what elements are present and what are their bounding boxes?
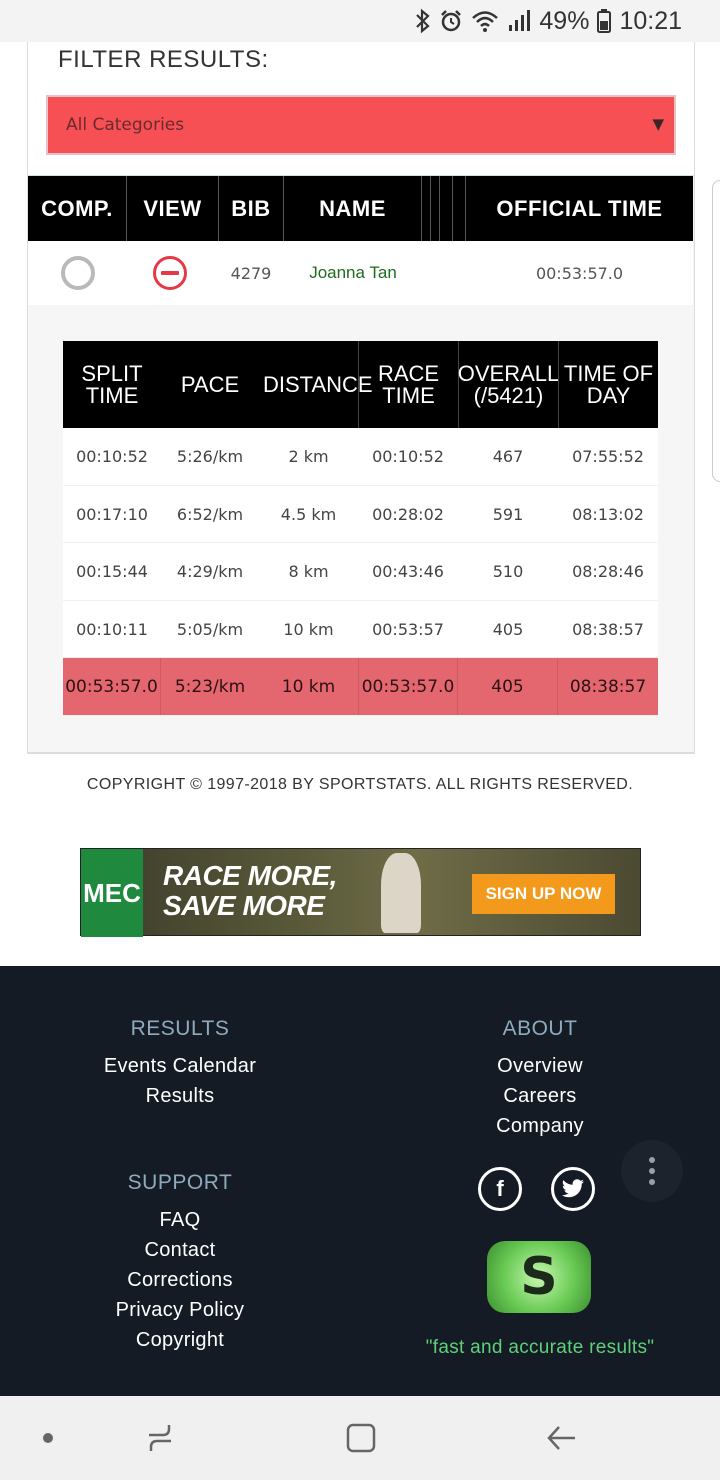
mec-logo: MEC	[81, 849, 143, 937]
runner-image	[381, 853, 421, 933]
back-icon[interactable]	[522, 1396, 602, 1480]
total-row	[63, 658, 658, 716]
split-distance: 10 km	[283, 619, 334, 639]
split-race-time: 00:28:02	[372, 504, 444, 524]
splits-table	[63, 341, 658, 716]
collapse-minus-icon[interactable]	[153, 256, 187, 290]
header-spacer-4	[453, 176, 466, 241]
header-bib[interactable]: BIB	[219, 176, 284, 241]
split-time: 00:10:52	[76, 447, 148, 466]
splits-header	[63, 341, 658, 428]
split-overall: 405	[492, 619, 524, 639]
alarm-icon	[439, 6, 463, 36]
split-distance: 8 km	[288, 562, 329, 581]
dot	[649, 1179, 655, 1185]
split-overall: 510	[492, 562, 524, 581]
split-time: 00:17:10	[76, 504, 148, 524]
header-overall: OVERALL (/5421)	[458, 341, 558, 428]
split-time-of-day: 07:55:52	[572, 447, 644, 466]
header-race-time: RACE TIME	[358, 341, 458, 428]
split-race-time: 00:43:46	[372, 562, 444, 581]
results-table-header	[28, 176, 693, 241]
clock: 10:21	[619, 6, 682, 35]
header-official-time[interactable]: OFFICIAL TIME	[496, 195, 663, 221]
total-race-time: 00:53:57.0	[358, 658, 458, 715]
split-time-of-day: 08:38:57	[572, 619, 644, 639]
total-split-time: 00:53:57.0	[63, 658, 161, 715]
footer-tagline: "fast and accurate results"	[425, 1337, 655, 1358]
wifi-icon	[471, 6, 499, 36]
header-name[interactable]: NAME	[284, 176, 422, 241]
split-time-of-day: 08:13:02	[572, 504, 644, 524]
split-time-of-day: 08:28:46	[572, 562, 644, 581]
split-distance: 2 km	[288, 447, 329, 466]
category-select[interactable]	[46, 95, 676, 155]
battery-icon	[597, 6, 611, 36]
official-time: 00:53:57.0	[535, 263, 624, 283]
filter-area	[28, 42, 694, 176]
sportstats-logo-letter: S	[520, 1247, 558, 1307]
dot	[649, 1157, 655, 1163]
athlete-name-link[interactable]: Joanna Tan	[309, 263, 397, 282]
footer-link-company[interactable]: Company	[496, 1115, 584, 1137]
footer-results-column	[30, 1017, 330, 1111]
split-race-time: 00:10:52	[372, 447, 444, 466]
footer-link-results[interactable]: Results	[145, 1085, 215, 1107]
header-comp[interactable]: COMP.	[28, 176, 127, 241]
split-pace: 5:26/km	[176, 447, 244, 466]
battery-percent: 49%	[539, 6, 590, 35]
bluetooth-icon	[415, 6, 431, 36]
home-icon[interactable]	[321, 1396, 401, 1480]
filter-title: FILTER RESULTS:	[58, 46, 269, 73]
android-nav-bar	[0, 1396, 720, 1480]
table-row	[63, 543, 658, 601]
header-view[interactable]: VIEW	[127, 176, 219, 241]
official-time-cell	[466, 241, 693, 305]
split-time: 00:10:11	[76, 619, 148, 639]
footer-about-heading: ABOUT	[502, 1017, 578, 1040]
table-row	[63, 601, 658, 659]
header-spacer-1	[422, 176, 431, 241]
split-pace: 6:52/km	[176, 504, 244, 524]
header-split-time: SPLIT TIME	[81, 360, 143, 408]
footer-support-heading: SUPPORT	[127, 1171, 233, 1194]
recent-apps-icon[interactable]	[120, 1396, 200, 1480]
footer-link-privacy-policy[interactable]: Privacy Policy	[115, 1299, 245, 1321]
category-select-value: All Categories	[66, 115, 185, 135]
ad-line-2: SAVE MORE	[163, 890, 325, 921]
split-race-time: 00:53:57	[372, 619, 444, 639]
total-pace: 5:23/km	[174, 676, 246, 697]
twitter-icon[interactable]	[551, 1167, 595, 1211]
footer-link-events-calendar[interactable]: Events Calendar	[103, 1055, 257, 1077]
signal-icon	[507, 6, 531, 36]
footer-link-careers[interactable]: Careers	[503, 1085, 577, 1107]
split-overall: 591	[492, 504, 524, 524]
total-overall: 405	[458, 658, 558, 715]
more-options-button[interactable]	[621, 1140, 683, 1202]
compare-radio[interactable]	[61, 256, 95, 290]
table-row	[63, 428, 658, 486]
total-time-of-day: 08:38:57	[569, 676, 647, 697]
table-row[interactable]	[28, 241, 693, 305]
caret-down-icon: ▼	[652, 115, 664, 133]
sign-up-button[interactable]: SIGN UP NOW	[472, 874, 615, 914]
name-cell[interactable]	[290, 241, 416, 305]
bib-number: 4279	[230, 263, 272, 283]
split-time: 00:15:44	[76, 562, 148, 581]
footer-link-contact[interactable]: Contact	[144, 1239, 216, 1261]
footer-about-column	[390, 1017, 690, 1141]
header-spacer-2	[431, 176, 440, 241]
view-cell[interactable]	[128, 241, 212, 305]
footer-results-heading: RESULTS	[130, 1017, 230, 1040]
dot	[649, 1168, 655, 1174]
split-pace: 5:05/km	[176, 619, 244, 639]
footer-link-corrections[interactable]: Corrections	[127, 1269, 233, 1291]
total-distance: 10 km	[281, 676, 336, 697]
split-distance: 4.5 km	[280, 504, 337, 524]
ad-headline	[163, 861, 337, 921]
ad-banner[interactable]	[80, 848, 641, 936]
nav-dot-icon[interactable]	[8, 1396, 88, 1480]
footer-link-overview[interactable]: Overview	[497, 1055, 583, 1077]
bib-cell	[212, 241, 290, 305]
comp-cell[interactable]	[28, 241, 128, 305]
split-overall: 467	[492, 447, 524, 466]
status-bar	[0, 0, 720, 42]
ad-line-1: RACE MORE,	[163, 860, 337, 891]
split-pace: 4:29/km	[176, 562, 244, 581]
copyright-text: COPYRIGHT © 1997-2018 BY SPORTSTATS. ALL RIGHTS RESERVED.	[86, 776, 634, 793]
sportstats-logo[interactable]	[487, 1241, 591, 1313]
status-icons	[415, 6, 682, 36]
footer-link-faq[interactable]: FAQ	[159, 1209, 201, 1231]
header-spacer-3	[440, 176, 453, 241]
table-row	[63, 486, 658, 544]
footer-link-copyright[interactable]: Copyright	[135, 1329, 225, 1351]
header-pace: PACE	[180, 371, 240, 397]
side-scroll-handle[interactable]	[712, 180, 720, 482]
facebook-icon[interactable]: f	[478, 1167, 522, 1211]
header-distance: DISTANCE	[263, 371, 373, 397]
footer-support-column	[30, 1171, 330, 1355]
header-time-of-day: TIME OF DAY	[558, 341, 658, 428]
